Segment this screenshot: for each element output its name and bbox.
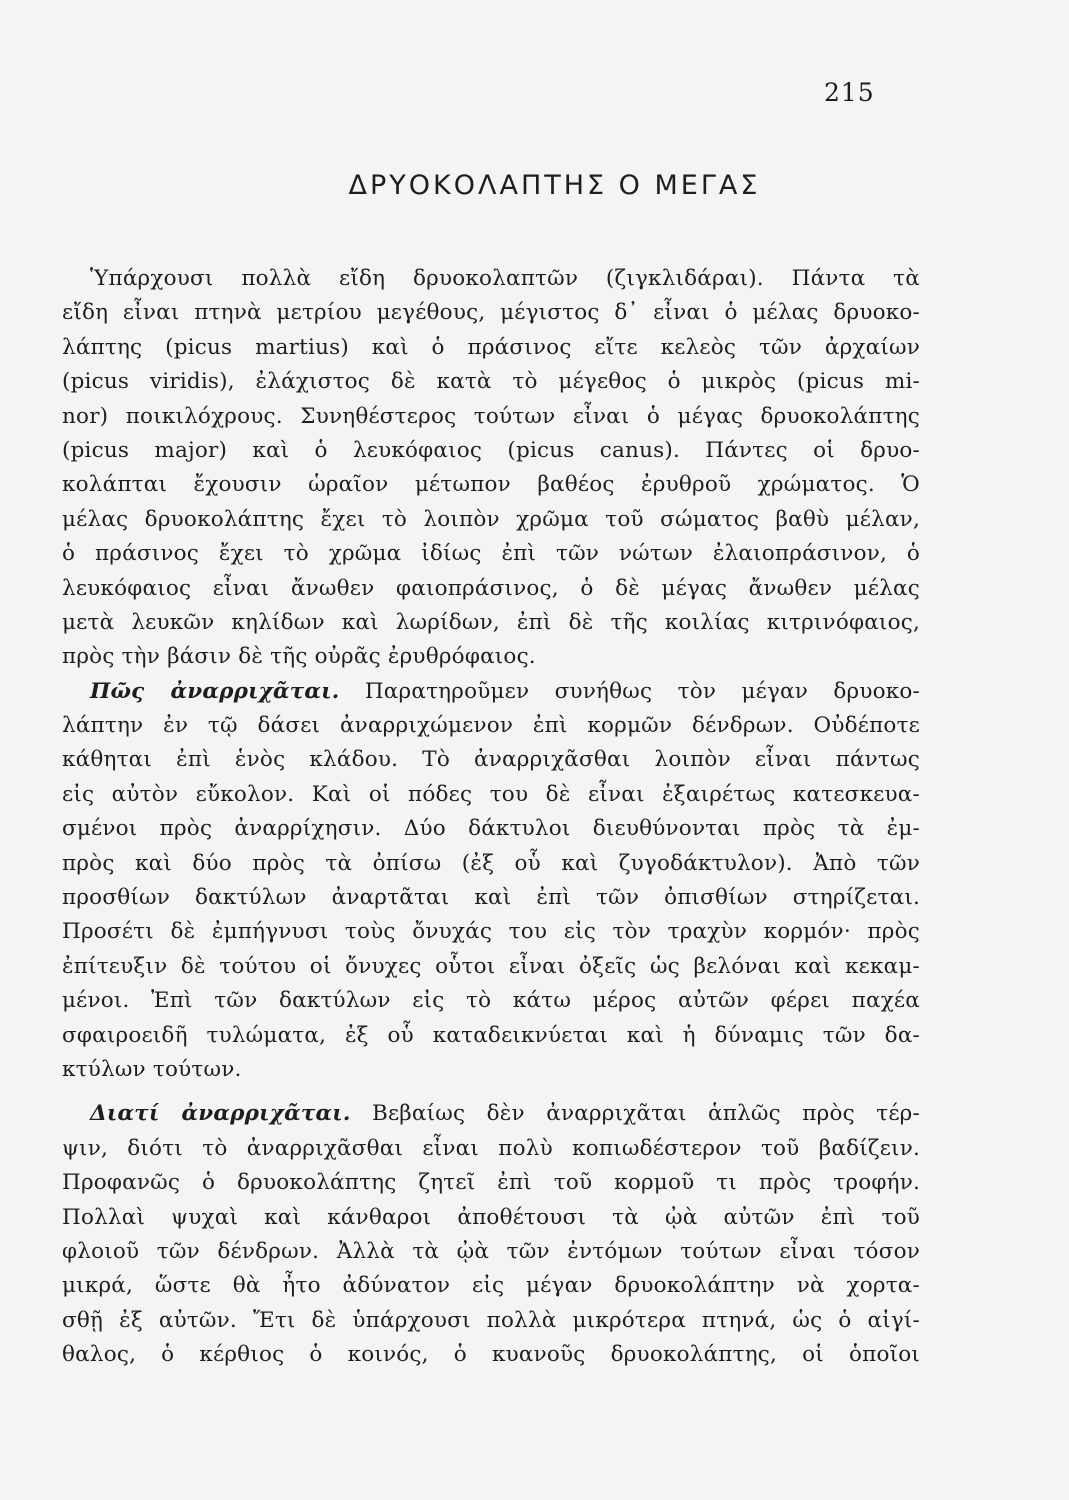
page-title: ΔΡΥΟΚΟΛΑΠΤΗΣ Ο ΜΕΓΑΣ bbox=[348, 170, 761, 201]
text-line: εἰς αὐτὸν εὔκολον. Καὶ οἱ πόδες του δὲ εἶναι ἐξαιρέτως κατεσκευα- bbox=[62, 781, 920, 807]
text-line: λάπτης (picus martius) καὶ ὁ πράσινος εἴτε κελεὸς τῶν ἀρχαίων bbox=[62, 334, 920, 360]
text-line: μέλας δρυοκολάπτης ἔχει τὸ λοιπὸν χρῶμα τοῦ σώματος βαθὺ μέλαν, bbox=[62, 506, 920, 532]
text-line: κολάπται ἔχουσιν ὡραῖον μέτωπον βαθέος ἐρυθροῦ χρώματος. Ὁ bbox=[62, 472, 920, 498]
page-number: 215 bbox=[824, 78, 875, 107]
paragraph-why-climbs bbox=[62, 1097, 920, 1372]
text-line bbox=[62, 675, 920, 709]
text-line: πρὸς τὴν βάσιν δὲ τῆς οὐρᾶς ἐρυθρόφαιος. bbox=[62, 644, 536, 670]
text-line: σμένοι πρὸς ἀναρρίχησιν. Δύο δάκτυλοι διευθύνονται πρὸς τὰ ἐμ- bbox=[62, 816, 920, 842]
text-line: εἴδη εἶναι πτηνὰ μετρίου μεγέθους, μέγιστος δ᾽ εἶναι ὁ μέλας δρυοκο- bbox=[62, 300, 920, 326]
text-line: ὁ πράσινος ἔχει τὸ χρῶμα ἰδίως ἐπὶ τῶν νώτων ἐλαιοπράσινον, ὁ bbox=[62, 541, 920, 567]
text-span: Παρατηροῦμεν συνήθως τὸν μέγαν δρυοκο- bbox=[364, 678, 920, 704]
text-line: σφαιροειδῆ τυλώματα, ἐξ οὗ καταδεικνύεται καὶ ἡ δύναμις τῶν δα- bbox=[62, 1022, 920, 1048]
paragraph-heading: Πῶς ἀναρριχᾶται. bbox=[90, 678, 340, 704]
text-line: μετὰ λευκῶν κηλίδων καὶ λωρίδων, ἐπὶ δὲ τῆς κοιλίας κιτρινόφαιος, bbox=[62, 609, 920, 635]
text-line: Προσέτι δὲ ἐμπήγνυσι τοὺς ὄνυχάς του εἰς τὸν τραχὺν κορμόν· πρὸς bbox=[62, 919, 920, 945]
text-line: λευκόφαιος εἶναι ἄνωθεν φαιοπράσινος, ὁ δὲ μέγας ἄνωθεν μέλας bbox=[62, 575, 920, 601]
text-line: (picus major) καὶ ὁ λευκόφαιος (picus canus). Πάντες οἱ δρυο- bbox=[62, 437, 920, 463]
text-line: ψιν, διότι τὸ ἀναρριχᾶσθαι εἶναι πολὺ κοπιωδέστερον τοῦ βαδίζειν. bbox=[62, 1135, 920, 1161]
text-line: κτύλων τούτων. bbox=[62, 1056, 242, 1082]
text-line: μένοι. Ἐπὶ τῶν δακτύλων εἰς τὸ κάτω μέρος αὐτῶν φέρει παχέα bbox=[62, 988, 920, 1014]
text-line: κάθηται ἐπὶ ἑνὸς κλάδου. Τὸ ἀναρριχᾶσθαι λοιπὸν εἶναι πάντως bbox=[62, 747, 920, 773]
text-line: nor) ποικιλόχρους. Συνηθέστερος τούτων εἶναι ὁ μέγας δρυοκολάπτης bbox=[62, 403, 920, 429]
text-line: Πολλαὶ ψυχαὶ καὶ κάνθαροι ἀποθέτουσι τὰ ᾠὰ αὐτῶν ἐπὶ τοῦ bbox=[62, 1204, 920, 1230]
paragraph-heading: Διατί ἀναρριχᾶται. bbox=[90, 1101, 351, 1127]
text-line: σθῇ ἐξ αὐτῶν. Ἔτι δὲ ὑπάρχουσι πολλὰ μικρότερα πτηνά, ὡς ὁ αἰγί- bbox=[62, 1307, 920, 1333]
text-line: φλοιοῦ τῶν δένδρων. Ἀλλὰ τὰ ᾠὰ τῶν ἐντόμων τούτων εἶναι τόσον bbox=[62, 1238, 920, 1264]
text-line: (picus viridis), ἐλάχιστος δὲ κατὰ τὸ μέγεθος ὁ μικρὸς (picus mi- bbox=[62, 369, 920, 395]
paragraph-intro bbox=[62, 262, 920, 675]
body-text bbox=[62, 262, 920, 1373]
text-line: θαλος, ὁ κέρθιος ὁ κοινός, ὁ κυανοῦς δρυοκολάπτης, οἱ ὁποῖοι bbox=[62, 1342, 920, 1368]
paragraph-climbing bbox=[62, 675, 920, 1088]
text-line bbox=[62, 1097, 920, 1131]
text-line: Προφανῶς ὁ δρυοκολάπτης ζητεῖ ἐπὶ τοῦ κορμοῦ τι πρὸς τροφήν. bbox=[62, 1170, 920, 1196]
text-span: Βεβαίως δὲν ἀναρριχᾶται ἁπλῶς πρὸς τέρ- bbox=[371, 1101, 920, 1127]
text-line: προσθίων δακτύλων ἀναρτᾶται καὶ ἐπὶ τῶν ὀπισθίων στηρίζεται. bbox=[62, 885, 920, 911]
text-line: πρὸς καὶ δύο πρὸς τὰ ὀπίσω (ἐξ οὗ καὶ ζυγοδάκτυλον). Ἀπὸ τῶν bbox=[62, 850, 920, 876]
text-line: Ὑπάρχουσι πολλὰ εἴδη δρυοκολαπτῶν (ζιγκλιδάραι). Πάντα τὰ bbox=[90, 266, 920, 291]
text-line: λάπτην ἐν τῷ δάσει ἀναρριχώμενον ἐπὶ κορμῶν δένδρων. Οὐδέποτε bbox=[62, 713, 920, 739]
text-line: ἐπίτευξιν δὲ τούτου οἱ ὄνυχες οὗτοι εἶναι ὀξεῖς ὡς βελόναι καὶ κεκαμ- bbox=[62, 953, 920, 979]
text-line: μικρά, ὥστε θὰ ἦτο ἀδύνατον εἰς μέγαν δρυοκολάπτην νὰ χορτα- bbox=[62, 1273, 920, 1299]
